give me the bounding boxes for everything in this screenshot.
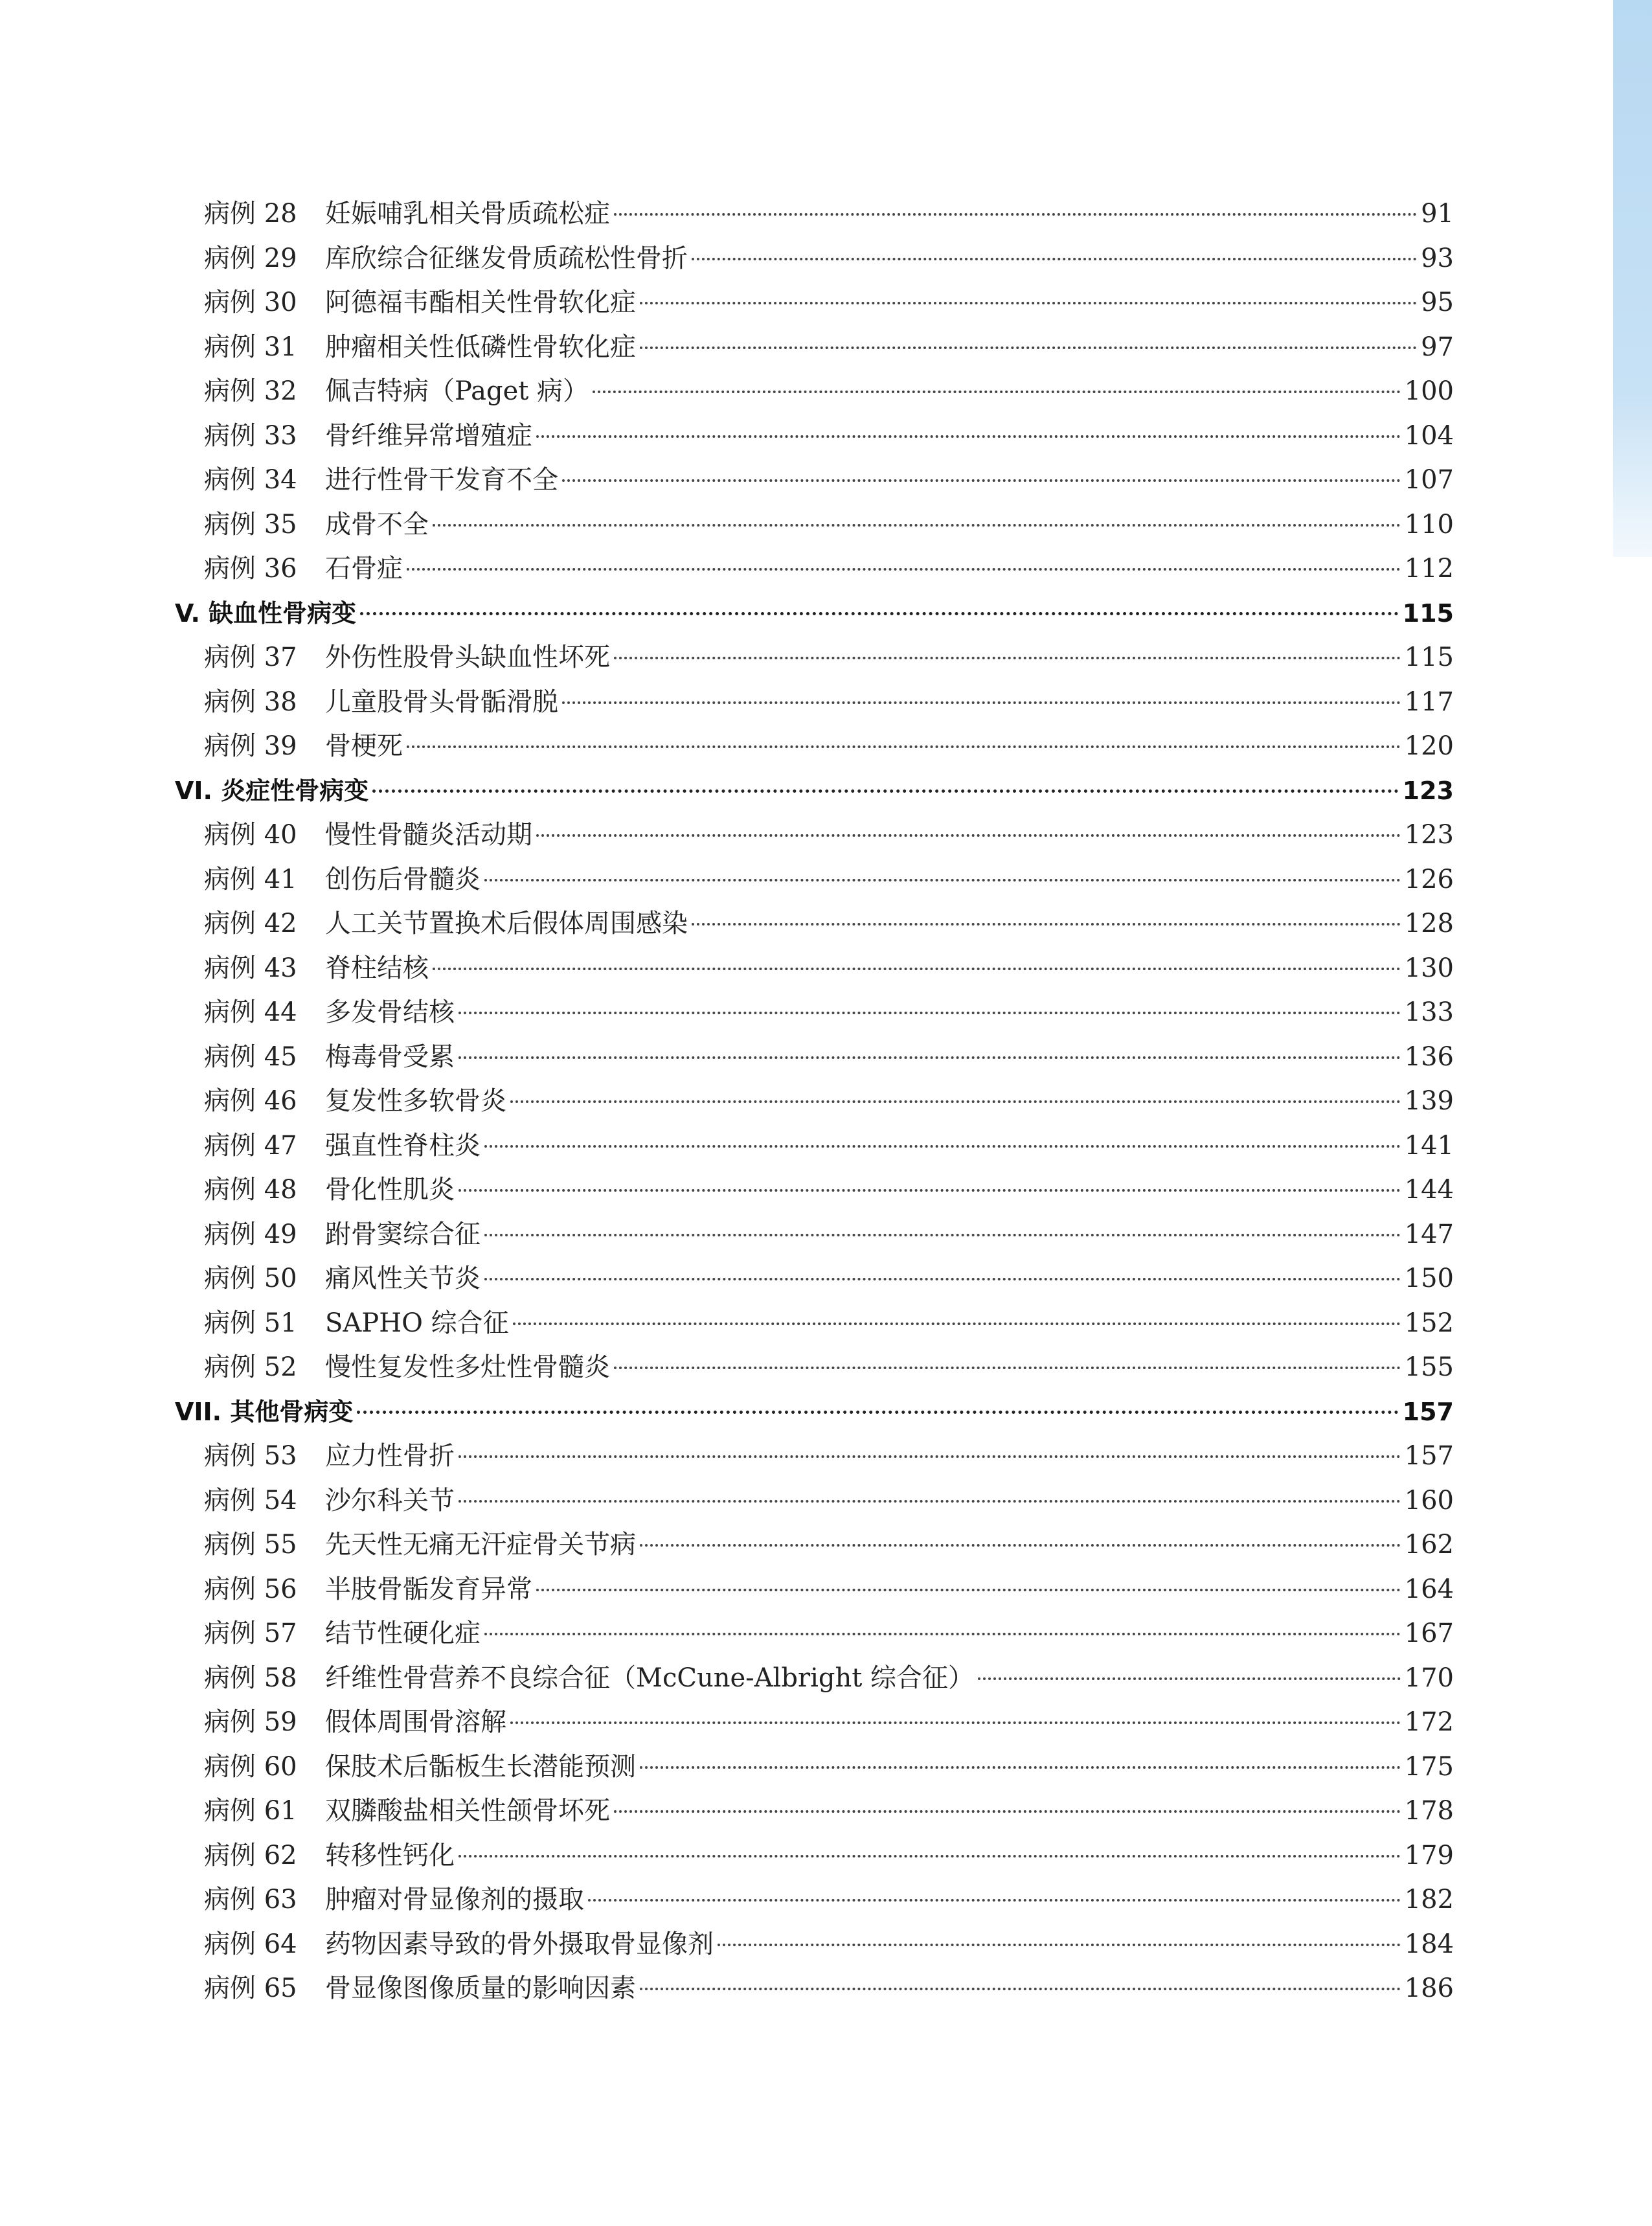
case-number: 病例 51: [204, 1308, 297, 1338]
entry-title: 多发骨结核: [325, 997, 455, 1027]
page-number: 115: [1402, 598, 1454, 628]
toc-entry[interactable]: [175, 990, 1454, 1035]
entry-title: 佩吉特病（Paget 病）: [325, 376, 589, 406]
dot-leader: [692, 258, 1417, 260]
entry-title: 慢性复发性多灶性骨髓炎: [325, 1352, 610, 1382]
entry-title: 慢性骨髓炎活动期: [325, 820, 532, 850]
toc-entry[interactable]: [175, 1567, 1454, 1612]
entry-title: 骨化性肌炎: [325, 1175, 455, 1205]
dot-leader: [692, 923, 1401, 926]
toc-entry[interactable]: [175, 1656, 1454, 1701]
entry-title: 骨梗死: [325, 731, 403, 761]
page-number: 172: [1404, 1707, 1454, 1737]
toc-entry[interactable]: [175, 325, 1454, 370]
page-number: 147: [1404, 1219, 1454, 1249]
toc-entry[interactable]: [175, 1035, 1454, 1080]
dot-leader: [593, 391, 1401, 393]
page-number: 133: [1404, 997, 1454, 1027]
dot-leader: [510, 1721, 1401, 1724]
toc-entry[interactable]: [175, 192, 1454, 236]
page-number: 123: [1402, 776, 1454, 805]
entry-title: 纤维性骨营养不良综合征（McCune-Albright 综合征）: [325, 1663, 975, 1693]
case-number: 病例 48: [204, 1175, 297, 1205]
toc-entry[interactable]: [175, 414, 1454, 459]
toc-entry[interactable]: [175, 1479, 1454, 1523]
toc-entry[interactable]: [175, 724, 1454, 769]
page-number: 175: [1404, 1751, 1454, 1782]
entry-title: 转移性钙化: [325, 1840, 455, 1870]
page-number: 120: [1404, 731, 1454, 761]
entry-title: 妊娠哺乳相关骨质疏松症: [325, 199, 610, 229]
entry-title: 进行性骨干发育不全: [325, 465, 558, 495]
dot-leader: [513, 1323, 1401, 1325]
toc-entry[interactable]: [175, 1124, 1454, 1168]
dot-leader: [536, 834, 1401, 837]
table-of-contents: [175, 192, 1454, 2011]
page-number: 123: [1404, 820, 1454, 850]
case-number: 病例 44: [204, 997, 297, 1027]
entry-title: 保肢术后骺板生长潜能预测: [325, 1751, 636, 1782]
toc-entry[interactable]: [175, 1834, 1454, 1878]
toc-entry[interactable]: [175, 1079, 1454, 1124]
entry-title: 骨纤维异常增殖症: [325, 420, 532, 451]
dot-leader: [640, 302, 1417, 304]
page-number: 93: [1421, 243, 1454, 273]
page-number: 155: [1404, 1352, 1454, 1382]
case-number: 病例 41: [204, 864, 297, 894]
dot-leader: [458, 1056, 1401, 1059]
toc-entry[interactable]: [175, 813, 1454, 857]
dot-leader: [562, 701, 1401, 704]
dot-leader: [407, 568, 1401, 571]
case-number: 病例 30: [204, 288, 297, 317]
entry-title: 石骨症: [325, 554, 403, 584]
entry-title: 药物因素导致的骨外摄取骨显像剂: [325, 1929, 714, 1959]
entry-title: 梅毒骨受累: [325, 1041, 455, 1072]
page-number: 128: [1404, 909, 1454, 938]
entry-title: 创伤后骨髓炎: [325, 864, 481, 894]
toc-entry[interactable]: [175, 1523, 1454, 1567]
case-number: 病例 38: [204, 687, 297, 717]
page-number: 179: [1404, 1840, 1454, 1870]
entry-title: 双膦酸盐相关性颌骨坏死: [325, 1796, 610, 1826]
case-number: 病例 43: [204, 953, 297, 983]
toc-entry[interactable]: [175, 236, 1454, 281]
case-number: 病例 34: [204, 465, 297, 495]
case-number: 病例 45: [204, 1041, 297, 1072]
case-number: 病例 63: [204, 1885, 297, 1914]
toc-entry[interactable]: [175, 902, 1454, 946]
page-number: 150: [1404, 1264, 1454, 1293]
dot-leader: [458, 1455, 1401, 1458]
page-number: 100: [1404, 376, 1454, 406]
page-number: 95: [1421, 288, 1454, 317]
case-number: 病例 39: [204, 731, 297, 761]
dot-leader: [484, 1278, 1401, 1280]
entry-title: 假体周围骨溶解: [325, 1707, 506, 1737]
entry-title: 痛风性关节炎: [325, 1264, 481, 1293]
case-number: 病例 55: [204, 1530, 297, 1560]
case-number: 病例 60: [204, 1751, 297, 1782]
entry-title: 沙尔科关节: [325, 1485, 455, 1516]
page-number: 141: [1404, 1130, 1454, 1161]
dot-leader: [484, 1234, 1401, 1236]
toc-entry[interactable]: [175, 1789, 1454, 1834]
page-number: 117: [1404, 687, 1454, 717]
dot-leader: [360, 612, 1398, 615]
case-number: 病例 54: [204, 1485, 297, 1516]
page-number: 139: [1404, 1086, 1454, 1116]
dot-leader: [640, 346, 1417, 349]
page-number: 107: [1404, 465, 1454, 495]
page-number: 157: [1404, 1441, 1454, 1471]
dot-leader: [484, 1633, 1401, 1635]
entry-title: 儿童股骨头骨骺滑脱: [325, 687, 558, 717]
dot-leader: [978, 1677, 1401, 1680]
entry-title: 结节性硬化症: [325, 1618, 481, 1648]
entry-title: 先天性无痛无汗症骨关节病: [325, 1530, 636, 1560]
dot-leader: [562, 479, 1401, 482]
page-number: 184: [1404, 1929, 1454, 1959]
case-number: 病例 65: [204, 1973, 297, 2003]
toc-entry[interactable]: [175, 857, 1454, 902]
entry-title: 成骨不全: [325, 509, 429, 539]
case-number: 病例 57: [204, 1618, 297, 1648]
page-number: 182: [1404, 1885, 1454, 1914]
toc-entry[interactable]: [175, 503, 1454, 547]
entry-title: 肿瘤对骨显像剂的摄取: [325, 1885, 584, 1914]
toc-entry[interactable]: [175, 1700, 1454, 1745]
page-number: 115: [1404, 642, 1454, 672]
toc-entry[interactable]: [175, 1345, 1454, 1390]
dot-leader: [536, 1589, 1401, 1591]
dot-leader: [458, 1500, 1401, 1503]
page-number: 104: [1404, 420, 1454, 451]
case-number: 病例 40: [204, 820, 297, 850]
dot-leader: [407, 745, 1401, 748]
toc-entry[interactable]: [175, 369, 1454, 414]
dot-leader: [510, 1100, 1401, 1103]
entry-title: 骨显像图像质量的影响因素: [325, 1973, 636, 2003]
dot-leader: [640, 1766, 1401, 1769]
page-number: 170: [1404, 1663, 1454, 1693]
page-number: 160: [1404, 1485, 1454, 1516]
entry-title: 人工关节置换术后假体周围感染: [325, 909, 688, 938]
entry-title: 库欣综合征继发骨质疏松性骨折: [325, 243, 688, 273]
case-number: 病例 52: [204, 1352, 297, 1382]
entry-title: 应力性骨折: [325, 1441, 455, 1471]
toc-entry[interactable]: [175, 680, 1454, 725]
toc-entry[interactable]: [175, 635, 1454, 680]
toc-entry[interactable]: [175, 547, 1454, 591]
dot-leader: [458, 1012, 1401, 1014]
case-number: 病例 62: [204, 1840, 297, 1870]
case-number: 病例 53: [204, 1441, 297, 1471]
toc-entry[interactable]: [175, 1878, 1454, 1922]
dot-leader: [640, 1544, 1401, 1547]
page-number: 126: [1404, 864, 1454, 894]
page-number: 91: [1421, 199, 1454, 229]
edge-color-tab: [1613, 0, 1652, 557]
dot-leader: [718, 1944, 1401, 1946]
dot-leader: [614, 1367, 1401, 1369]
dot-leader: [588, 1899, 1401, 1902]
case-number: 病例 58: [204, 1663, 297, 1693]
case-number: 病例 46: [204, 1086, 297, 1116]
dot-leader: [372, 789, 1398, 793]
case-number: 病例 61: [204, 1796, 297, 1826]
section-title: VI. 炎症性骨病变: [175, 776, 369, 805]
entry-title: 半肢骨骺发育异常: [325, 1574, 532, 1604]
toc-entry[interactable]: [175, 1745, 1454, 1789]
page-number: 112: [1404, 554, 1454, 584]
entry-title: 脊柱结核: [325, 953, 429, 983]
page-number: 152: [1404, 1308, 1454, 1338]
case-number: 病例 36: [204, 554, 297, 584]
dot-leader: [458, 1189, 1401, 1192]
page-number: 178: [1404, 1796, 1454, 1826]
case-number: 病例 49: [204, 1219, 297, 1249]
entry-title: 外伤性股骨头缺血性坏死: [325, 642, 610, 672]
dot-leader: [458, 1855, 1401, 1857]
page-number: 130: [1404, 953, 1454, 983]
dot-leader: [614, 213, 1417, 216]
toc-section-heading[interactable]: [175, 591, 1454, 636]
case-number: 病例 28: [204, 199, 297, 229]
toc-entry[interactable]: [175, 1301, 1454, 1346]
dot-leader: [357, 1411, 1398, 1414]
page-number: 164: [1404, 1574, 1454, 1604]
page-number: 167: [1404, 1618, 1454, 1648]
toc-entry[interactable]: [175, 1611, 1454, 1656]
case-number: 病例 47: [204, 1130, 297, 1161]
toc-entry[interactable]: [175, 1168, 1454, 1212]
dot-leader: [484, 879, 1401, 881]
dot-leader: [640, 1988, 1401, 1990]
page-number: 97: [1421, 332, 1454, 362]
case-number: 病例 59: [204, 1707, 297, 1737]
case-number: 病例 31: [204, 332, 297, 362]
case-number: 病例 33: [204, 420, 297, 451]
dot-leader: [433, 524, 1401, 527]
case-number: 病例 35: [204, 509, 297, 539]
entry-title: SAPHO 综合征: [325, 1308, 509, 1338]
entry-title: 肿瘤相关性低磷性骨软化症: [325, 332, 636, 362]
case-number: 病例 37: [204, 642, 297, 672]
toc-entry[interactable]: [175, 1966, 1454, 2011]
entry-title: 跗骨窦综合征: [325, 1219, 481, 1249]
toc-entry[interactable]: [175, 1256, 1454, 1301]
toc-entry[interactable]: [175, 1212, 1454, 1257]
toc-entry[interactable]: [175, 280, 1454, 325]
dot-leader: [614, 1810, 1401, 1813]
page-number: 136: [1404, 1041, 1454, 1072]
page-number: 144: [1404, 1175, 1454, 1205]
case-number: 病例 56: [204, 1574, 297, 1604]
case-number: 病例 50: [204, 1264, 297, 1293]
dot-leader: [433, 968, 1401, 970]
dot-leader: [614, 657, 1401, 659]
section-title: VII. 其他骨病变: [175, 1397, 354, 1426]
entry-title: 阿德福韦酯相关性骨软化症: [325, 288, 636, 317]
dot-leader: [484, 1145, 1401, 1148]
case-number: 病例 29: [204, 243, 297, 273]
toc-entry[interactable]: [175, 1922, 1454, 1967]
toc-entry[interactable]: [175, 458, 1454, 503]
case-number: 病例 64: [204, 1929, 297, 1959]
case-number: 病例 42: [204, 909, 297, 938]
page-number: 186: [1404, 1973, 1454, 2003]
entry-title: 复发性多软骨炎: [325, 1086, 506, 1116]
toc-entry[interactable]: [175, 946, 1454, 991]
case-number: 病例 32: [204, 376, 297, 406]
toc-section-heading[interactable]: [175, 769, 1454, 813]
entry-title: 强直性脊柱炎: [325, 1130, 481, 1161]
page-number: 162: [1404, 1530, 1454, 1560]
page-number: 110: [1404, 509, 1454, 539]
dot-leader: [536, 435, 1401, 438]
section-title: V. 缺血性骨病变: [175, 598, 357, 628]
toc-section-heading[interactable]: [175, 1390, 1454, 1435]
page-number: 157: [1402, 1397, 1454, 1426]
toc-entry[interactable]: [175, 1434, 1454, 1479]
